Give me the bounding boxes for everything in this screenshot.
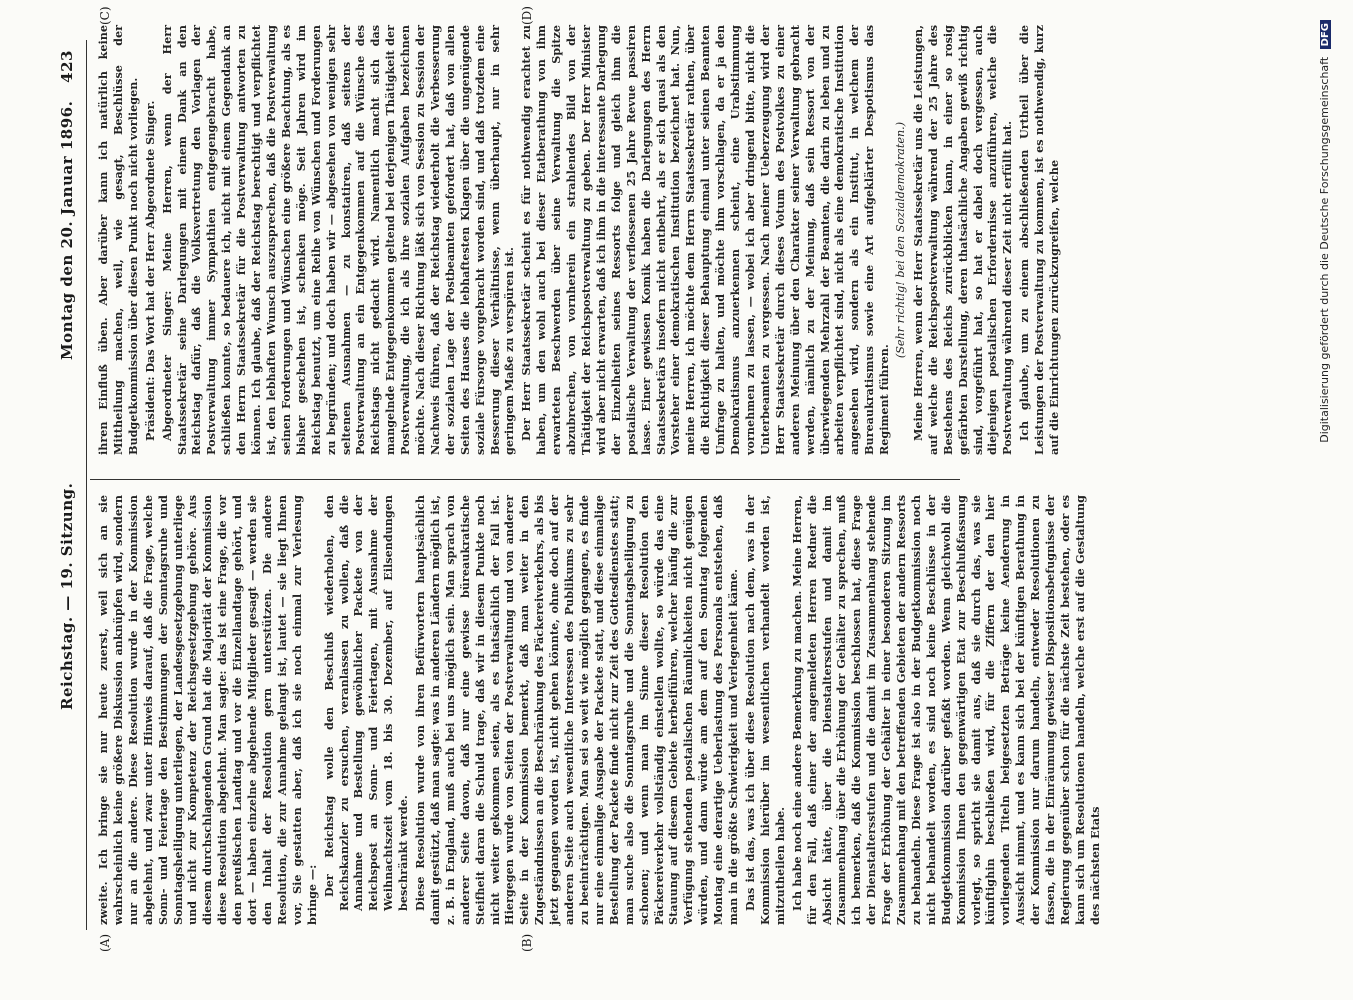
header-date: Montag den 20. Januar 1896. bbox=[58, 100, 76, 360]
credit-text: Digitalisierung gefördert durch die Deutsche Forschungsgemeinschaft bbox=[1318, 56, 1331, 443]
header-rule bbox=[86, 40, 87, 930]
paragraph: Ich habe noch eine andere Bemerkung zu machen. Meine Herren, für den Fall, daß einer der angemeldeten Herren Redner die Absicht hätte, über die Dienstaltersstufen und damit im Zusammenhang über die Erhöhung der Gehälter zu sprechen, muß ich bemerken, daß die Kommission beschlossen hat, diese Frage der Dienstaltersstufen und die damit im Zusammenhang stehende Frage der Erhöhung der Gehälter in einer besonderen Sitzung im Zusammenhang mit den betreffenden Gebieten der andern Ressorts zu behandeln. Diese Frage ist also in der Budgetkommission noch nicht behandelt worden, es sind noch keine Beschlüsse in der Budgetkommission darüber gefaßt worden. Wenn gleichwohl die Kommission Ihnen den gegenwärtigen Etat zur Beschlußfassung vorlegt, so spricht sie damit aus, daß sie durch das, was sie künftighin beschließen wird, für die Ziffern der den hier vorliegenden Titeln beigesetzten Beträge keine Aenderung in Aussicht nimmt, und es kann sich bei der künftigen Berathung in der Kommission nur darum handeln, entweder Resolutionen zu fassen, die in der Einräumung gewisser Dispositionsbefugnisse der Regierung gegenüber schon für die nächste Zeit bestehen, oder es kann sich um Resolutionen handeln, welche erst auf die Gestaltung des nächsten Etats bbox=[789, 495, 1102, 925]
paragraph: Präsident: Das Wort hat der Herr Abgeordnete Singer. bbox=[142, 100, 157, 441]
margin-marker-c: (C) bbox=[98, 6, 112, 25]
page-number: 423 bbox=[58, 50, 76, 83]
margin-marker-d: (D) bbox=[520, 6, 534, 25]
margin-marker-a: (A) bbox=[98, 933, 112, 952]
paragraph: Der Herr Staatssekretär scheint es für nothwendig erachtet zu haben, um den wohl auch bei dieser Etatberathung von ihm erwarteten Beschwerden über seine Verwaltung die Spitze abzubrechen, von vornherein ein strahlendes Bild von der Thätigkeit der Reichspostverwaltung zu geben. Der Herr Minister wird aber nicht erwarten, daß ich ihm in die interessante Darlegung der Einzelheiten seines Ressorts folge und gleich ihm die postalische Verwaltung der verflossenen 25 Jahre Revue passiren lasse. Einer gewissen Komik haben die Darlegungen des Herrn Staatssekretärs insofern nicht entbehrt, als er sich quasi als den Vorsteher einer demokratischen Institution bezeichnet hat. Nun, meine Herren, ich möchte dem Herrn Staatssekretär rathen, über die Richtigkeit dieser Behauptung einmal unter seinen Beamten Umfrage zu halten, und möchte ihm vorschlagen, da er ja den Demokratismus anzuerkennen scheint, eine Urabstimmung vornehmen zu lassen, — wobei ich aber dringend bitte, nicht die Unterbeamten zu vergessen. Nach meiner Ueberzeugung wird der Herr Staatssekretär durch dieses Votum des Postvolkes zu einer anderen Meinung über den Charakter seiner Verwaltung gebracht werden, nämlich zu der Meinung, daß sein Ressort von der überwiegenden Mehrzahl der Beamten, die darin zu leben und zu arbeiten verpflichtet sind, nicht als eine demokratische Institution angesehen wird, sondern als ein Institut, in welchem der Bureaukratismus sowie eine Art aufgeklärter Despotismus das Regiment führen. bbox=[519, 25, 892, 455]
paragraph: Meine Herren, wenn der Herr Staatssekretär uns die Leistungen, auf welche die Reichspostverwaltung während der 25 Jahre des Bestehens des Reichs zurückblicken kann, in einer so rosig gefärbten Darstellung, deren thatsächliche Angaben gewiß richtig sind, vorgeführt hat, so hat er dabei doch vergessen, auch diejenigen postalischen Erfordernisse anzuführen, welche die Postverwaltung während dieser Zeit nicht erfüllt hat. bbox=[910, 25, 1015, 455]
paragraph: Ich glaube, um zu einem abschließenden Urtheil über die Leistungen der Postverwaltung zu kommen, ist es nothwendig, kurz auf die Einrichtungen zurückzugreifen, welche bbox=[1017, 25, 1062, 455]
margin-marker-b: (B) bbox=[520, 933, 534, 952]
interjection: (Sehr richtig! bei den Sozialdemokraten.) bbox=[894, 121, 908, 359]
header-session: Reichstag. — 19. Sitzung. bbox=[58, 482, 76, 710]
digitization-credit bbox=[1318, 20, 1331, 940]
left-column bbox=[96, 495, 1102, 925]
paragraph: zweite. Ich bringe sie nur heute zuerst, weil sich an sie wahrscheinlich keine größere Diskussion anknüpfen wird, sondern nur an die andere. Diese Resolution wurde in der Kommission abgelehnt, und zwar unter Hinweis darauf, daß die Frage, welche Sonn- und Feiertage den Bestimmungen der Sonntagsruhe und Sonntagsheiligung unterliegen, der Landesgesetzgebung unterliege und nicht zur Kompetenz der Reichsgesetzgebung gehöre. Aus diesem durchschlagenden Grund hat die Majorität der Kommission diese Resolution abgelehnt. Man sagte: das ist eine Frage, die vor den preußischen Landtag und vor die Einzellandtage gehört, und dort — haben einzelne abgehende Mitglieder gesagt — werden sie den Inhalt der Resolution gern unterstützen. Die andere Resolution, die zur Annahme gelangt ist, lautet — sie liegt Ihnen vor, Sie gestatten aber, daß ich sie noch einmal zur Verlesung bringe —: bbox=[96, 495, 319, 925]
page-header bbox=[58, 30, 84, 960]
right-column bbox=[96, 25, 1062, 455]
paragraph: Das ist das, was ich über diese Resolution nach dem, was in der Kommission hierüber im wesentlichen verhandelt worden ist, mitzutheilen habe. bbox=[742, 495, 787, 925]
paragraph: ihren Einfluß üben. Aber darüber kann ich natürlich keine Mittheilung machen, weil, wie gesagt, Beschlüsse der Budgetkommission über diesen Punkt noch nicht vorliegen. bbox=[96, 25, 140, 455]
column-divider bbox=[90, 479, 960, 480]
paragraph: Diese Resolution wurde von ihren Befürwortern hauptsächlich damit gestützt, daß man sagte: was in anderen Ländern möglich ist, z. B. in England, muß auch bei uns möglich sein. Man sprach von anderer Seite davon, daß nur eine gewisse büreaukratische Steifheit daran die Schuld trage, daß wir in diesem Punkte noch nicht weiter gekommen seien, als es thatsächlich der Fall ist. Hiergegen wurde von Seiten der Postverwaltung und von anderer Seite in der Kommission bemerkt, daß man weiter in den Zugeständnissen an die Beschränkung des Päckereiverkehrs, als bis jetzt gegangen worden ist, nicht gehen könnte, ohne doch auf der anderen Seite auch wesentliche Interessen des Publikums zu sehr zu beeinträchtigen. Man sei so weit wie möglich gegangen, es finde nur eine einmalige Ausgabe der Packete statt, und diese einmalige Bestellung der Packete finde nicht zur Zeit des Gottesdienstes statt; man suche also die Sonntagsruhe und die Sonntagsheiligung zu schonen; und wenn man im Sinne dieser Resolution den Päckereiverkehr vollständig einstellen wollte, so würde das eine Stauung auf diesem Gebiete herbeiführen, welcher häufig die zur Verfügung stehenden postalischen Räumlichkeiten nicht genügen würden, und dann würde am dem auf den Sonntag folgenden Montag eine derartige Ueberlastung des Personals entstehen, daß man in die größte Schwierigkeit und Verlegenheit käme. bbox=[413, 495, 741, 925]
paragraph: Abgeordneter Singer: Meine Herren, wenn der Herr Staatssekretär seine Darlegungen mit einem Dank an den Reichstag dafür, daß die Volksvertretung den Vorlagen der Postverwaltung immer Sympathien entgegengebracht habe, schließen konnte, so bedauere ich, nicht mit einem Gegendank an den Herrn Staatssekretär für die Postverwaltung antworten zu können. Ich glaube, daß der Reichstag berechtigt und verpflichtet ist, den lebhaften Wunsch auszusprechen, daß die Postverwaltung seinen Forderungen und Wünschen eine größere Beachtung, als es bisher geschehen ist, schenken möge. Seit Jahren wird im Reichstag benutzt, um eine Reihe von Wünschen und Forderungen zu begründen; und doch haben wir — abgesehen von wenigen sehr seltenen Ausnahmen — zu konstatiren, daß seitens der Postverwaltung an ein Entgegenkommen auf die Wünsche des Reichstags nicht gedacht wird. Namentlich macht sich das mangelnde Entgegenkommen geltend bei derjenigen Thätigkeit der Postverwaltung, die ich als ihre sozialen Aufgaben bezeichnen möchte. Nach dieser Richtung läßt sich von Session zu Session der Nachweis führen, daß der Reichstag wiederholt die Verbesserung der sozialen Lage der Postbeamten gefordert hat, daß von allen Seiten des Hauses die lebhaftesten Klagen über die ungenügende soziale Fürsorge vorgebracht worden sind, und daß trotzdem eine Besserung dieser Verhältnisse, wenn überhaupt, nur in sehr geringem Maße zu verspüren ist. bbox=[159, 25, 517, 455]
paragraph: Der Reichstag wolle den Beschluß wiederholen, den Reichskanzler zu ersuchen, veranlassen zu wollen, daß die Annahme und Bestellung gewöhnlicher Packete von der Reichspost an Sonn- und Feiertagen, mit Ausnahme der Weihnachtszeit vom 18. bis 30. Dezember, auf Eilsendungen beschränkt werde. bbox=[321, 495, 411, 911]
dfg-logo: DFG bbox=[1320, 20, 1331, 49]
